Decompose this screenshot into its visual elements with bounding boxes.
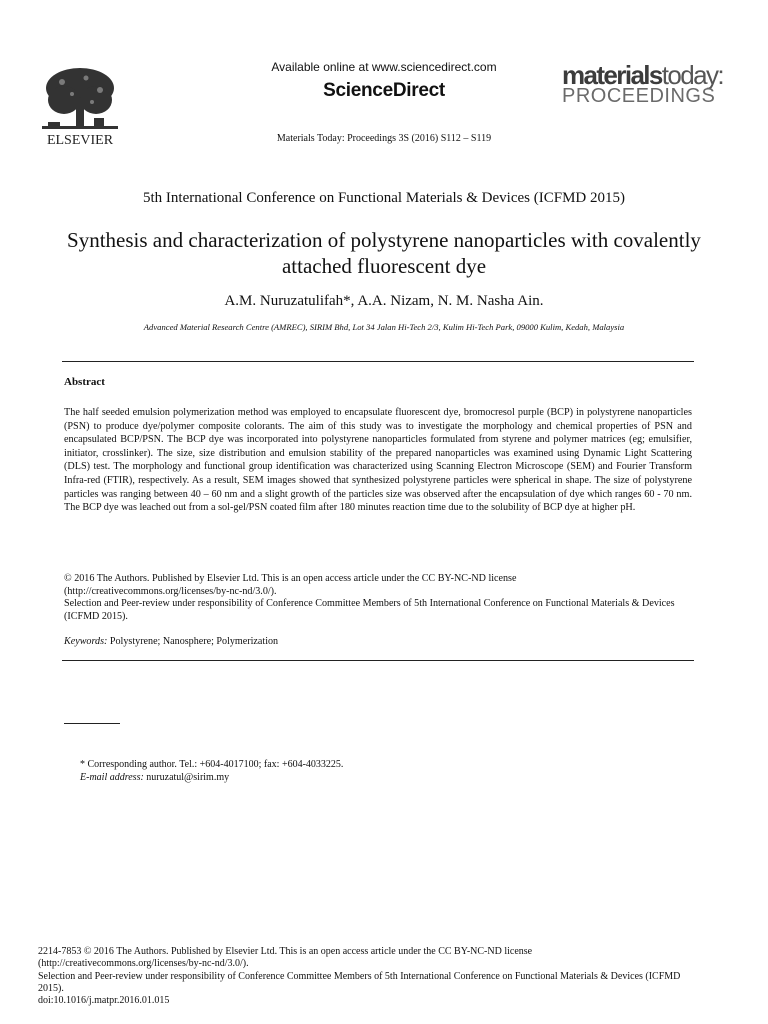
email-line [80, 772, 680, 785]
conference-name: 5th International Conference on Functional Materials & Devices (ICFMD 2015) [143, 190, 625, 206]
materials-today-wordmark: materialstoday: [562, 60, 724, 90]
proceedings-wordmark: PROCEEDINGS [562, 85, 716, 107]
authors: A.M. Nuruzatulifah*, A.A. Nizam, N. M. Nasha Ain. [224, 293, 544, 309]
footnote-rule [64, 723, 120, 724]
peer-review-statement: Selection and Peer-review under responsibility of Conference Committee Members of 5th International Conference on Functional Materials & Devices (ICFMD 2015). [64, 598, 675, 622]
doi[interactable]: doi:10.1016/j.matpr.2016.01.015 [38, 995, 170, 1007]
email-address[interactable]: nuruzatul@sirim.my [143, 771, 230, 783]
bottom-metadata [38, 946, 698, 1007]
license-url-bottom[interactable]: (http://creativecommons.org/licenses/by-nc-nd/3.0/). [38, 958, 249, 970]
svg-text:ELSEVIER: ELSEVIER [46, 133, 114, 148]
journal-reference: Materials Today: Proceedings 3S (2016) S112 – S119 [276, 133, 492, 144]
keywords-label: Keywords: [64, 636, 108, 647]
license-line: © 2016 The Authors. Published by Elsevier Ltd. This is an open access article under the CC BY-NC-ND license [64, 573, 517, 584]
abstract-heading: Abstract [64, 376, 105, 388]
divider-top [62, 361, 694, 362]
keywords [64, 636, 692, 647]
sciencedirect-logo: ScienceDirect [323, 80, 445, 101]
paper-title: Synthesis and characterization of polystyrene nanoparticles with covalently attached fluorescent dye [67, 228, 701, 278]
keywords-value: Polystyrene; Nanosphere; Polymerization [107, 636, 279, 647]
abstract-body: The half seeded emulsion polymerization method was employed to encapsulate fluorescent dye, bromocresol purple (BCP) in polystyrene nanoparticles (PSN) to produce dye/polymer composite colorants. The aim of this study was to investigate the morphology and chemical properties of PSN and encapsulated BCP/PSN. The BCP dye was incorporated into polystyrene nanoparticles formulated from styrene and polymer matrices (eg; emulsifier, initiator, crosslinker). The size, size distribution and emulsion stability of the prepared nanoparticles was examined using Dynamic Light Scattering (DLS) test. The morphology and functional group identification was characterized using Scanning Electron Microscope (SEM) and Fourier Transform Infra-red (FTIR), respectively. As a result, SEM images showed that synthesized polystyrene particles were spherical in shape. The size of polystyrene particles was ranging between 40 – 60 nm and a slight growth of the particles size was observed after the encapsulation of dye which ranges 60 - 70 nm. The BCP dye was leached out from a sol-gel/PSN coated film after 180 minutes reaction time due to the solubility of BCP dye at higher pH. [64, 407, 692, 514]
materials-today-logo [562, 62, 732, 110]
license-block [64, 573, 692, 623]
footnote [80, 759, 680, 784]
email-label: E-mail address: [80, 771, 144, 783]
affiliation: Advanced Material Research Centre (AMREC), SIRIM Bhd, Lot 34 Jalan Hi-Tech 2/3, Kulim Hi-Tech Park, 09000 Kulim, Kedah, Malaysia [143, 322, 625, 332]
available-online-text: Available online at www.sciencedirect.com [271, 60, 497, 74]
divider-bottom [62, 660, 694, 661]
copyright-line: 2214-7853 © 2016 The Authors. Published by Elsevier Ltd. This is an open access article under the CC BY-NC-ND license [38, 946, 533, 957]
license-url[interactable]: (http://creativecommons.org/licenses/by-nc-nd/3.0/). [64, 585, 277, 597]
peer-review-bottom: Selection and Peer-review under responsibility of Conference Committee Members of 5th International Conference on Functional Materials & Devices (ICFMD 2015). [38, 970, 681, 994]
corresponding-author: * Corresponding author. Tel.: +604-4017100; fax: +604-4033225. [80, 759, 344, 770]
